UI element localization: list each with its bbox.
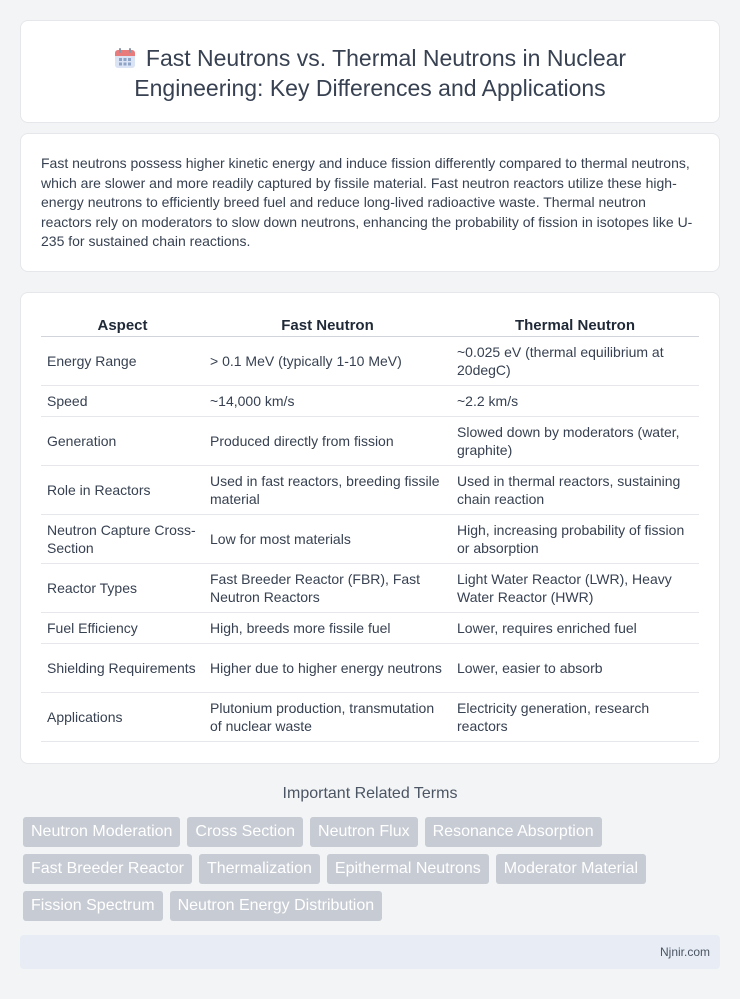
table-cell: Plutonium production, transmutation of nuclear waste <box>204 693 451 742</box>
related-term-tag[interactable]: Neutron Moderation <box>23 817 180 847</box>
related-term-tag[interactable]: Thermalization <box>199 854 320 884</box>
table-cell: Slowed down by moderators (water, graphite) <box>451 417 699 466</box>
table-cell: Lower, easier to absorb <box>451 644 699 693</box>
related-term-tag[interactable]: Moderator Material <box>496 854 646 884</box>
table-cell: Lower, requires enriched fuel <box>451 613 699 644</box>
table-cell: Neutron Capture Cross-Section <box>41 515 204 564</box>
related-terms-heading: Important Related Terms <box>282 785 458 802</box>
table-cell: Applications <box>41 693 204 742</box>
comparison-table <box>41 315 699 742</box>
table-cell: Light Water Reactor (LWR), Heavy Water Reactor (HWR) <box>451 564 699 613</box>
table-cell: High, breeds more fissile fuel <box>204 613 451 644</box>
footer-site-link[interactable]: Njnir.com <box>659 945 710 959</box>
table-cell: Higher due to higher energy neutrons <box>204 644 451 693</box>
table-cell: ~0.025 eV (thermal equilibrium at 20degC) <box>451 337 699 386</box>
table-cell: ~2.2 km/s <box>451 386 699 417</box>
intro-card <box>20 133 720 272</box>
table-cell: Energy Range <box>41 337 204 386</box>
table-row <box>41 515 699 564</box>
page-title-wrap <box>21 43 719 103</box>
page-title: Fast Neutrons vs. Thermal Neutrons in Nuclear Engineering: Key Differences and Applications <box>134 45 627 101</box>
table-cell: Shielding Requirements <box>41 644 204 693</box>
footer <box>20 935 720 969</box>
table-row <box>41 693 699 742</box>
table-header-row <box>41 315 699 337</box>
column-header: Thermal Neutron <box>451 315 699 337</box>
title-card <box>20 20 720 123</box>
calendar-icon <box>114 47 136 69</box>
related-term-tag[interactable]: Neutron Flux <box>310 817 418 847</box>
table-cell: Fast Breeder Reactor (FBR), Fast Neutron Reactors <box>204 564 451 613</box>
table-row <box>41 564 699 613</box>
table-cell: Used in thermal reactors, sustaining chain reaction <box>451 466 699 515</box>
related-term-tag[interactable]: Fast Breeder Reactor <box>23 854 192 884</box>
table-cell: ~14,000 km/s <box>204 386 451 417</box>
table-cell: Low for most materials <box>204 515 451 564</box>
related-term-tag[interactable]: Epithermal Neutrons <box>327 854 489 884</box>
intro-paragraph: Fast neutrons possess higher kinetic energy and induce fission differently compared to thermal neutrons, which are slower and more readily captured by fissile material. Fast neutron reactors utilize these high-energy neutrons to efficiently breed fuel and reduce long-lived radioactive waste. Thermal neutron reactors rely on moderators to slow down neutrons, enhancing the probability of fission in isotopes like U-235 for sustained chain reactions. <box>41 155 693 250</box>
related-term-tag[interactable]: Cross Section <box>187 817 303 847</box>
table-row <box>41 613 699 644</box>
table-row <box>41 466 699 515</box>
table-row <box>41 644 699 693</box>
table-cell: Reactor Types <box>41 564 204 613</box>
table-cell: > 0.1 MeV (typically 1-10 MeV) <box>204 337 451 386</box>
table-cell: Speed <box>41 386 204 417</box>
related-terms-list <box>23 817 713 921</box>
table-cell: Used in fast reactors, breeding fissile material <box>204 466 451 515</box>
table-cell: Role in Reactors <box>41 466 204 515</box>
table-cell: High, increasing probability of fission or absorption <box>451 515 699 564</box>
table-cell: Fuel Efficiency <box>41 613 204 644</box>
related-term-tag[interactable]: Resonance Absorption <box>425 817 602 847</box>
related-term-tag[interactable]: Neutron Energy Distribution <box>170 891 383 921</box>
table-row <box>41 337 699 386</box>
table-cell: Electricity generation, research reactors <box>451 693 699 742</box>
column-header: Aspect <box>41 315 204 337</box>
table-row <box>41 417 699 466</box>
table-row <box>41 386 699 417</box>
comparison-card <box>20 292 720 764</box>
table-cell: Produced directly from fission <box>204 417 451 466</box>
related-term-tag[interactable]: Fission Spectrum <box>23 891 163 921</box>
column-header: Fast Neutron <box>204 315 451 337</box>
table-cell: Generation <box>41 417 204 466</box>
